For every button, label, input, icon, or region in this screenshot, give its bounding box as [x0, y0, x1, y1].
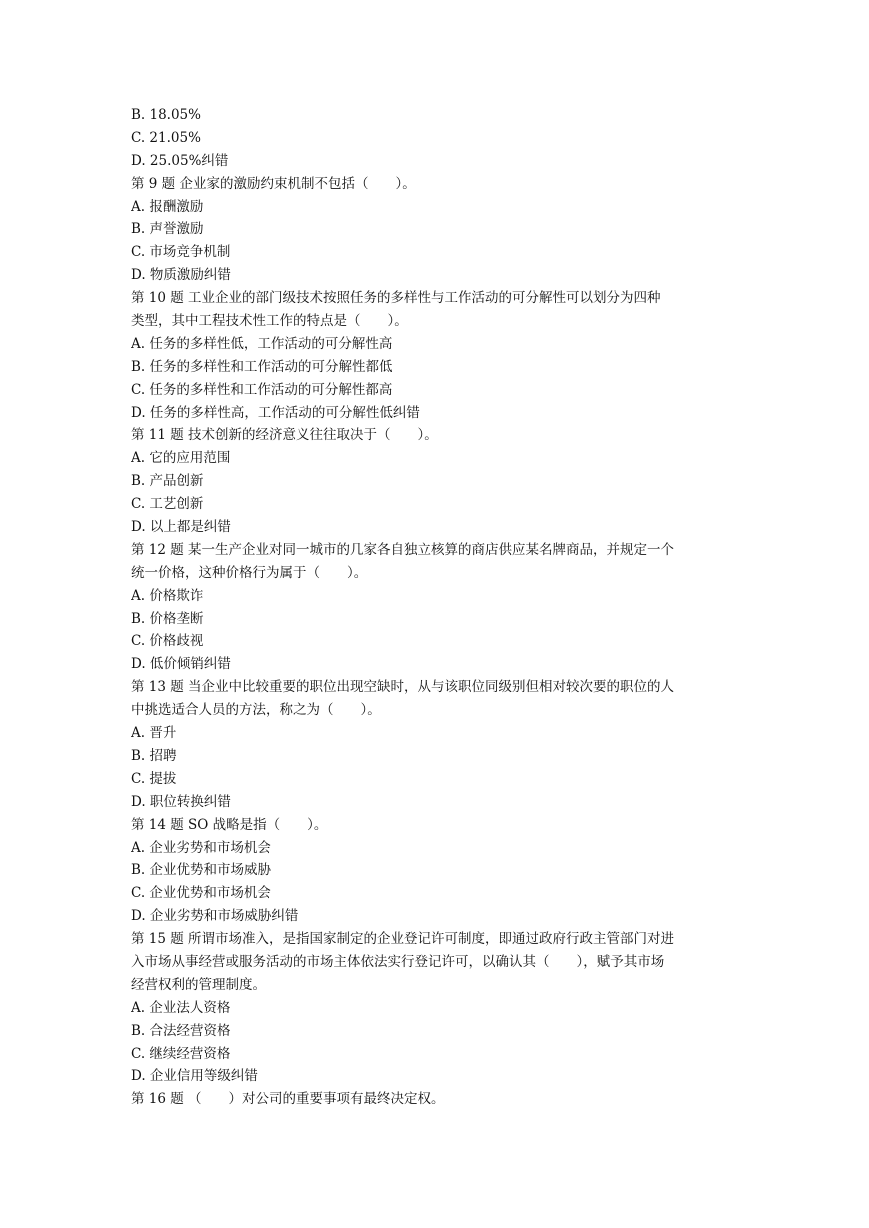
option-line: D. 以上都是纠错: [131, 519, 231, 536]
question-list: [131, 104, 741, 1111]
option-line: C. 21.05%: [131, 129, 201, 146]
option-line: A. 它的应用范围: [131, 450, 231, 467]
question-15-text-line-1: 第 15 题 所谓市场准入，是指国家制定的企业登记许可制度，即通过政府行政主管部门对进: [131, 931, 675, 948]
option-line: A. 报酬激励: [131, 198, 204, 215]
option-line: B. 企业优势和市场威胁: [131, 862, 272, 879]
option-line: A. 晋升: [131, 725, 177, 742]
option-line: D. 低价倾销纠错: [131, 656, 231, 673]
question-15-text-line-3: 经营权利的管理制度。: [131, 976, 266, 993]
option-line: C. 工艺创新: [131, 496, 204, 513]
option-line: B. 合法经营资格: [131, 1022, 231, 1039]
question-12-text-line-2: 统一价格，这种价格行为属于（ ）。: [131, 564, 368, 581]
option-line: A. 企业法人资格: [131, 999, 231, 1016]
option-line: A. 企业劣势和市场机会: [131, 839, 271, 856]
option-line: A. 任务的多样性低，工作活动的可分解性高: [131, 335, 393, 352]
option-line: B. 价格垄断: [131, 610, 204, 627]
option-line: D. 物质激励纠错: [131, 267, 231, 284]
option-line: C. 继续经营资格: [131, 1045, 231, 1062]
question-12-text-line-1: 第 12 题 某一生产企业对同一城市的几家各自独立核算的商店供应某名牌商品，并规定一个: [131, 541, 675, 558]
question-9-text: 第 9 题 企业家的激励约束机制不包括（ ）。: [131, 175, 416, 192]
option-line: B. 任务的多样性和工作活动的可分解性都低: [131, 358, 393, 375]
option-line: D. 企业劣势和市场威胁纠错: [131, 908, 299, 925]
option-line: D. 职位转换纠错: [131, 793, 231, 810]
option-line: C. 价格歧视: [131, 633, 204, 650]
question-11-text: 第 11 题 技术创新的经济意义往往取决于（ ）。: [131, 427, 438, 444]
question-13-text-line-2: 中挑选适合人员的方法，称之为（ ）。: [131, 702, 381, 719]
question-14-text: 第 14 题 SO 战略是指（ ）。: [131, 816, 328, 833]
question-16-text: 第 16 题 （ ）对公司的重要事项有最终决定权。: [131, 1091, 445, 1108]
question-13-text-line-1: 第 13 题 当企业中比较重要的职位出现空缺时，从与该职位同级别但相对较次要的职位的人: [131, 679, 675, 696]
option-line: A. 价格欺诈: [131, 587, 204, 604]
option-line: B. 招聘: [131, 747, 177, 764]
option-line: D. 企业信用等级纠错: [131, 1068, 258, 1085]
option-line: C. 任务的多样性和工作活动的可分解性都高: [131, 381, 393, 398]
option-line: B. 声誉激励: [131, 221, 204, 238]
option-line: D. 25.05%纠错: [131, 152, 229, 169]
option-line: C. 提拔: [131, 770, 177, 787]
option-line: C. 企业优势和市场机会: [131, 885, 271, 902]
question-10-text-line-1: 第 10 题 工业企业的部门级技术按照任务的多样性与工作活动的可分解性可以划分为四种: [131, 290, 661, 307]
option-line: B. 18.05%: [131, 107, 201, 123]
option-line: B. 产品创新: [131, 473, 204, 490]
option-line: D. 任务的多样性高，工作活动的可分解性低纠错: [131, 404, 420, 421]
question-10-text-line-2: 类型，其中工程技术性工作的特点是（ ）。: [131, 313, 408, 330]
question-15-text-line-2: 入市场从事经营或服务活动的市场主体依法实行登记许可，以确认其（ ），赋予其市场: [131, 953, 665, 970]
option-line: C. 市场竞争机制: [131, 244, 231, 261]
